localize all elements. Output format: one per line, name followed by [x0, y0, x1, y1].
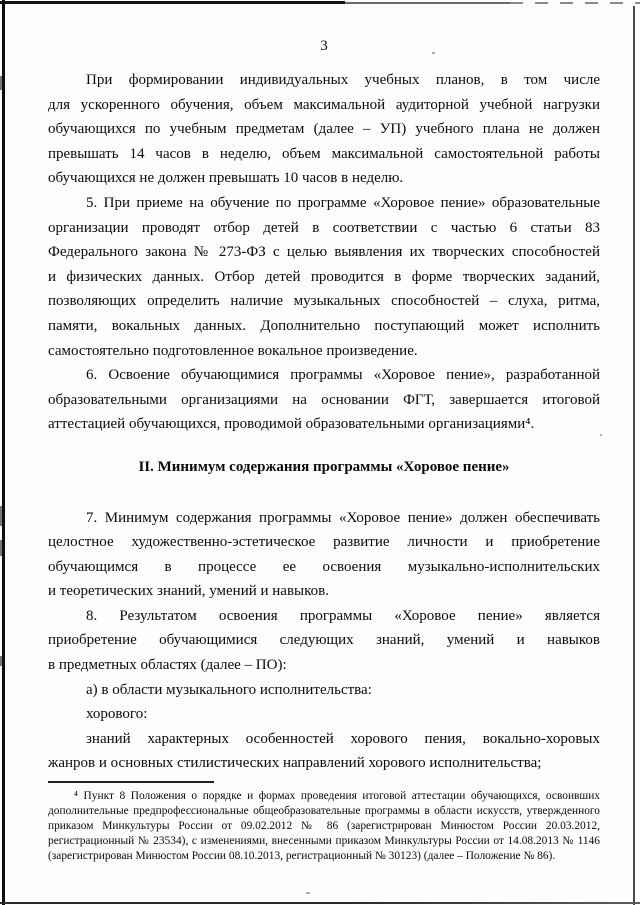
footnote-line: регистрационный № 23534), с изменениями, внесенными приказом Минкультуры России от 14.08.2013 № 1146: [48, 835, 600, 848]
para-individual-plans: [48, 68, 600, 191]
section-ii-heading: II. Минимум содержания программы «Хоровое пение»: [138, 458, 510, 475]
para-6-attestation: [48, 363, 600, 437]
text-line: и физических данных. Отбор детей проводится в форме творческих заданий,: [48, 268, 600, 285]
text-line: обучающихся по учебным предметам (далее – УП) учебного плана не должен: [48, 121, 600, 138]
text-line: 7. Минимум содержания программы «Хоровое пение» должен обеспечивать: [86, 509, 600, 526]
text-line: 6. Освоение обучающимися программы «Хоровое пение», разработанной: [86, 367, 600, 384]
para-5-admission: [48, 191, 600, 363]
item-a-performance-area: [48, 678, 600, 703]
footnote-text: [48, 789, 600, 864]
text-line: аттестацией обучающихся, проводимой образовательными организациями⁴.: [48, 416, 535, 433]
text-line: знаний характерных особенностей хорового пения, вокально-хоровых: [86, 730, 600, 747]
text-line: позволяющих определить наличие музыкальных способностей – слуха, ритма,: [48, 293, 600, 310]
para-choral-knowledge: [48, 727, 600, 776]
text-line: памяти, вокальных данных. Дополнительно поступающий может исполнить: [48, 317, 600, 334]
text-line: и теоретических знаний, умений и навыков.: [48, 583, 329, 600]
page-number: 3: [320, 38, 328, 54]
text-line: самостоятельно подготовленное вокальное произведение.: [48, 342, 418, 359]
footnote-line: ⁴ Пункт 8 Положения о порядке и формах проведения итоговой аттестации обучающихся, освоивших: [74, 790, 600, 803]
text-line: обучающихся не должен превышать 10 часов в неделю.: [48, 170, 404, 187]
footnote-line: приказом Минкультуры России от 09.02.2012 № 86 (зарегистрирован Минюстом России 20.03.2012,: [48, 820, 600, 833]
text-line: целостное художественно-эстетическое развитие личности и приобретение: [48, 534, 600, 551]
text-line: в предметных областях (далее – ПО):: [48, 657, 287, 674]
text-line: приобретение обучающимися следующих знаний, умений и навыков: [48, 632, 600, 649]
text-line: для ускоренного обучения, объем максимальной аудиторной учебной нагрузки: [48, 96, 600, 113]
text-line: Федерального закона № 273-ФЗ с целью выявления их творческих способностей: [48, 244, 600, 261]
text-line: а) в области музыкального исполнительства:: [86, 681, 372, 698]
text-line: образовательными организациями на основании ФГТ, завершается итоговой: [48, 391, 600, 408]
footnote-line: дополнительные предпрофессиональные общеобразовательные программы в области искусств, утвержденного: [48, 805, 600, 818]
footnote-line: (зарегистрирован Минюстом России 08.10.2013, регистрационный № 30123) (далее – Положение № 86).: [48, 850, 556, 863]
text-line: 8. Результатом освоения программы «Хоровое пение» является: [86, 607, 600, 624]
text-line: превышать 14 часов в неделю, объем максимальной самостоятельной работы: [48, 145, 600, 162]
text-line: организации проводят отбор детей в соответствии с частью 6 статьи 83: [48, 219, 600, 236]
text-line: хорового:: [86, 706, 148, 723]
para-7-minimum-content: [48, 506, 600, 604]
item-choral: [48, 702, 600, 727]
text-line: жанров и основных стилистических направлений хорового исполнительства;: [48, 755, 542, 772]
document-body: [48, 68, 600, 776]
text-line: При формировании индивидуальных учебных планов, в том числе: [86, 72, 600, 88]
text-line: обучающимся в процессе ее освоения музыкально-исполнительских: [48, 558, 600, 575]
scan-border-bottom: [0, 902, 640, 904]
para-8-results: [48, 604, 600, 678]
footnote-rule: [48, 781, 214, 783]
text-line: 5. При приеме на обучение по программе «Хоровое пение» образовательные: [86, 194, 600, 211]
scan-speck: [306, 892, 310, 894]
